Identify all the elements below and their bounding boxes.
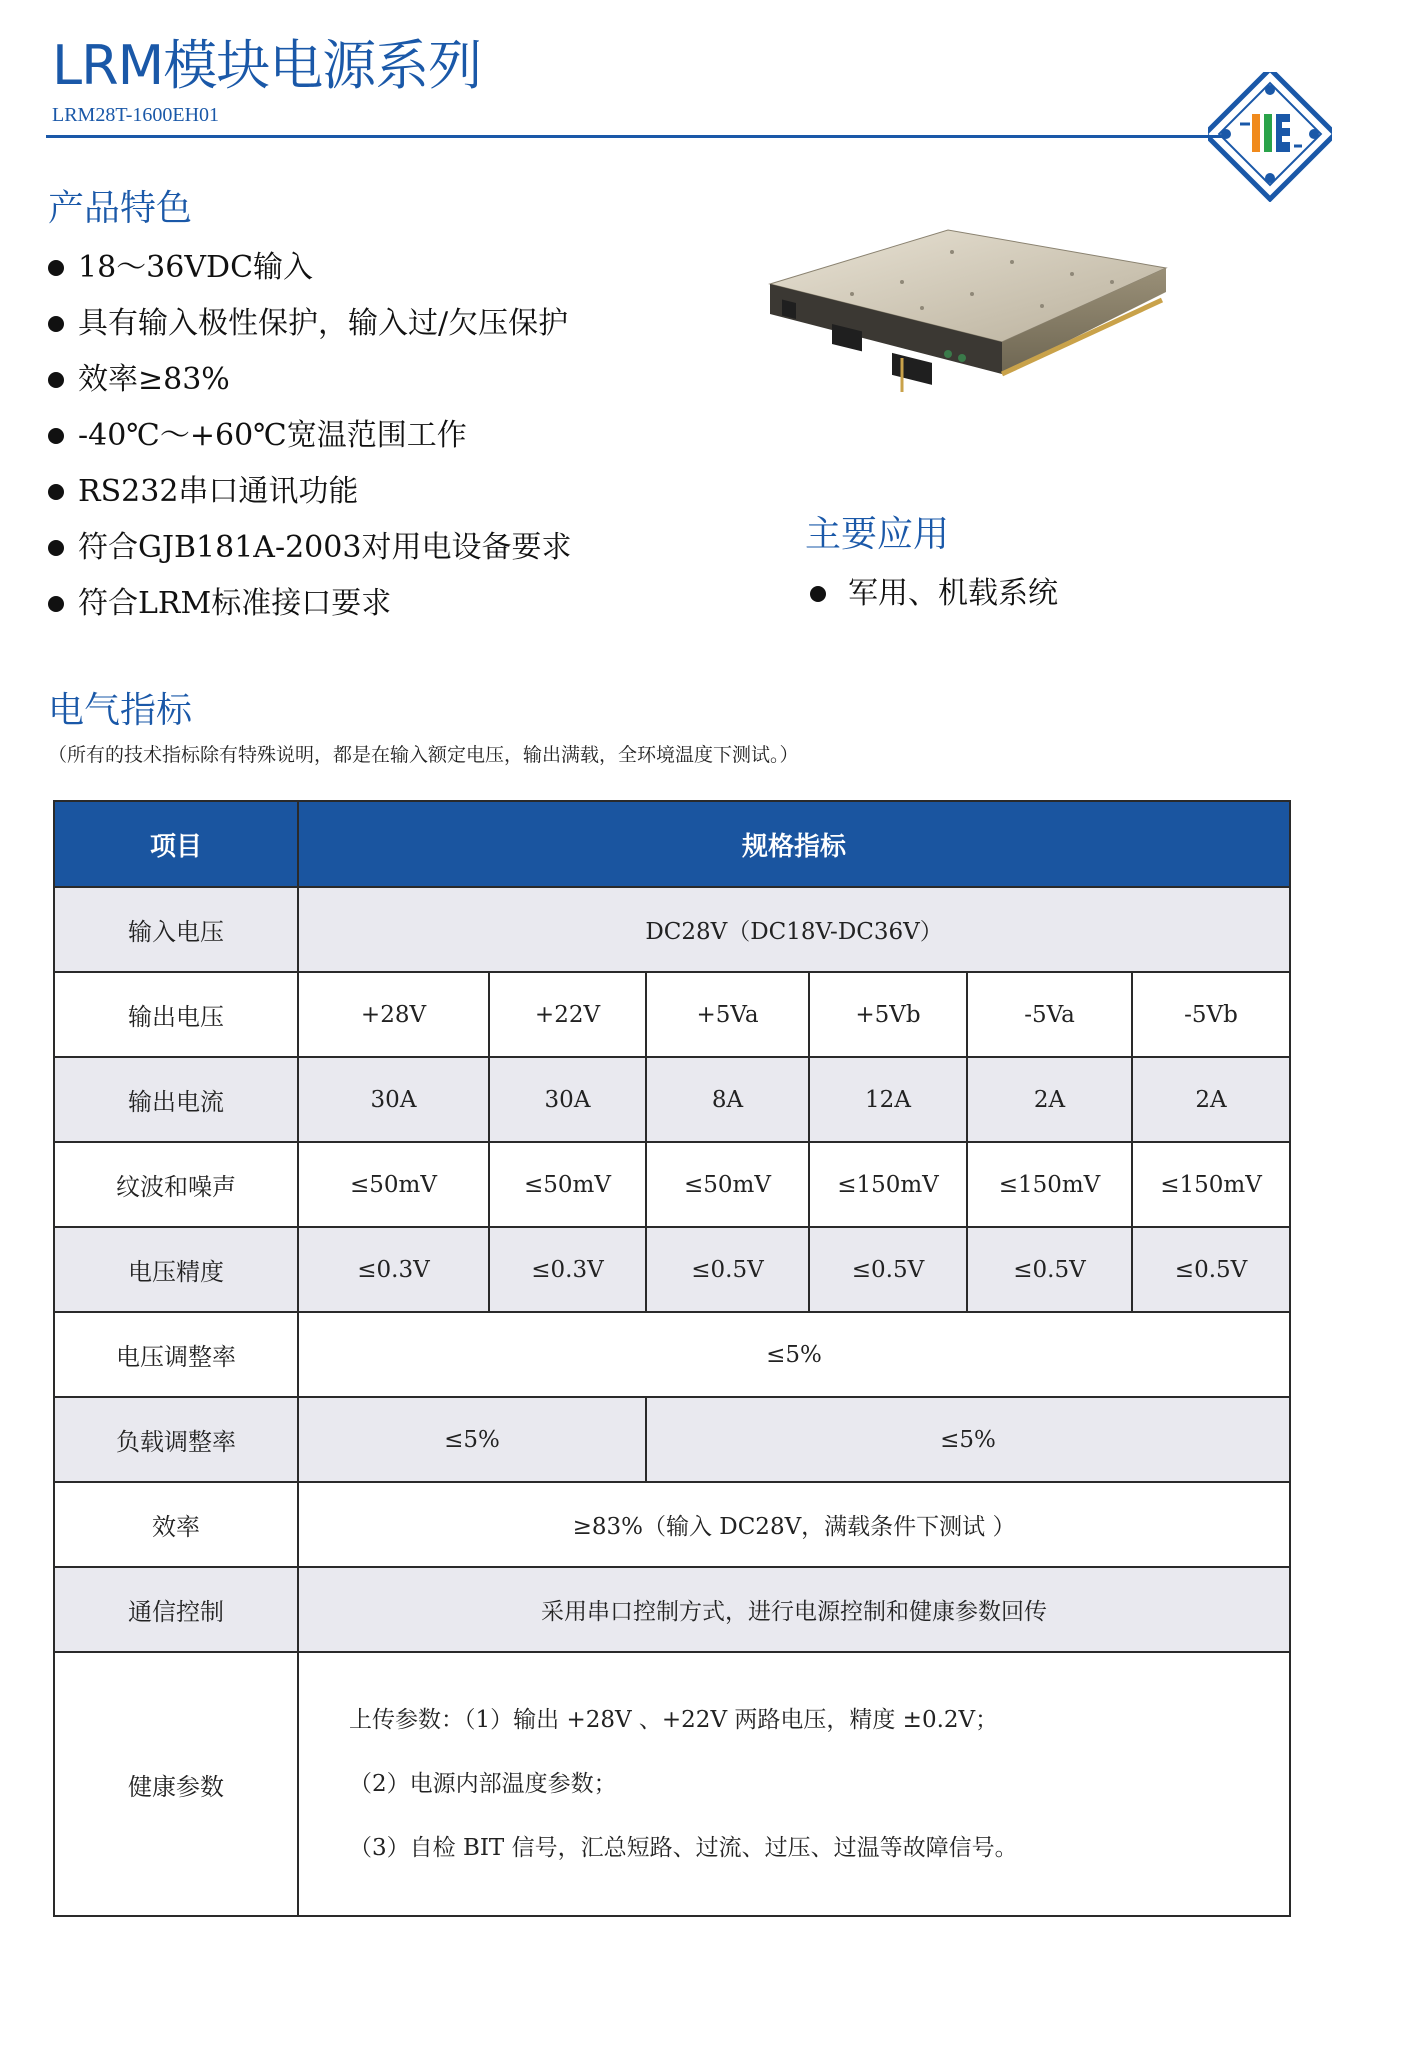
- feature-item: -40℃～+60℃宽温范围工作: [48, 408, 571, 464]
- cell-value: ≤5%: [298, 1312, 1290, 1397]
- cell-value: +5Vb: [809, 972, 967, 1057]
- page-title: LRM模块电源系列: [52, 34, 482, 97]
- table-row: [54, 1312, 1290, 1397]
- cell-value: ≤0.5V: [809, 1227, 967, 1312]
- bullet-icon: [48, 260, 64, 276]
- table-row: [54, 1652, 1290, 1916]
- applications-heading: 主要应用: [805, 514, 950, 555]
- test-condition-note: （所有的技术指标除有特殊说明，都是在输入额定电压，输出满载，全环境温度下测试。）: [48, 744, 799, 766]
- table-row: [54, 1397, 1290, 1482]
- bullet-icon: [48, 316, 64, 332]
- table-row: [54, 1142, 1290, 1227]
- cell-value: 采用串口控制方式，进行电源控制和健康参数回传: [298, 1567, 1290, 1652]
- bullet-icon: [48, 428, 64, 444]
- application-item: 军用、机载系统: [810, 566, 1058, 622]
- table-row: [54, 887, 1290, 972]
- row-label: 输出电压: [54, 972, 298, 1057]
- cell-value: ≤50mV: [646, 1142, 809, 1227]
- row-label: 输出电流: [54, 1057, 298, 1142]
- bullet-icon: [810, 586, 826, 602]
- cell-value: ≤0.3V: [298, 1227, 489, 1312]
- feature-item: RS232串口通讯功能: [48, 464, 571, 520]
- cell-value: 2A: [1132, 1057, 1290, 1142]
- feature-item: 效率≥83%: [48, 352, 571, 408]
- cell-value: DC28V（DC18V-DC36V）: [298, 887, 1290, 972]
- cell-value: ≤150mV: [967, 1142, 1132, 1227]
- features-heading: 产品特色: [48, 188, 193, 229]
- applications-list: [810, 566, 1058, 622]
- row-label: 通信控制: [54, 1567, 298, 1652]
- cell-value: -5Vb: [1132, 972, 1290, 1057]
- bullet-icon: [48, 540, 64, 556]
- cell-value: ≤5%: [646, 1397, 1290, 1482]
- company-logo: [1208, 72, 1332, 202]
- health-line: （2）电源内部温度参数；: [349, 1771, 617, 1797]
- cell-value: 2A: [967, 1057, 1132, 1142]
- health-line: （3）自检 BIT 信号，汇总短路、过流、过压、过温等故障信号。: [349, 1835, 1018, 1861]
- bullet-icon: [48, 484, 64, 500]
- cell-value: ≤150mV: [1132, 1142, 1290, 1227]
- cell-value: 12A: [809, 1057, 967, 1142]
- row-label: 输入电压: [54, 887, 298, 972]
- cell-value: ≤0.5V: [646, 1227, 809, 1312]
- features-list: [48, 240, 571, 632]
- cell-value: ≤0.3V: [489, 1227, 646, 1312]
- cell-value: ≤150mV: [809, 1142, 967, 1227]
- feature-item: 符合GJB181A-2003对用电设备要求: [48, 520, 571, 576]
- cell-value: +22V: [489, 972, 646, 1057]
- table-row: [54, 972, 1290, 1057]
- cell-value: ≤0.5V: [1132, 1227, 1290, 1312]
- row-label: 负载调整率: [54, 1397, 298, 1482]
- cell-value: ≤0.5V: [967, 1227, 1132, 1312]
- feature-item: 符合LRM标准接口要求: [48, 576, 571, 632]
- cell-value: +28V: [298, 972, 489, 1057]
- model-number: LRM28T-1600EH01: [52, 104, 220, 126]
- feature-item: 具有输入极性保护，输入过/欠压保护: [48, 296, 571, 352]
- row-label: 纹波和噪声: [54, 1142, 298, 1227]
- table-row: [54, 1567, 1290, 1652]
- table-row: [54, 1227, 1290, 1312]
- health-line: 上传参数：（1）输出 +28V 、+22V 两路电压，精度 ±0.2V；: [349, 1707, 999, 1733]
- cell-value: ≤5%: [298, 1397, 646, 1482]
- cell-value: ≤50mV: [298, 1142, 489, 1227]
- cell-value: -5Va: [967, 972, 1132, 1057]
- cell-value: +5Va: [646, 972, 809, 1057]
- row-label: 电压调整率: [54, 1312, 298, 1397]
- row-label: 健康参数: [54, 1652, 298, 1916]
- cell-value: ≥83%（输入 DC28V，满载条件下测试 ）: [298, 1482, 1290, 1567]
- product-image: [752, 222, 1172, 442]
- cell-value: [298, 1652, 1290, 1916]
- cell-value: 30A: [489, 1057, 646, 1142]
- table-header-row: [54, 801, 1290, 887]
- cell-value: 30A: [298, 1057, 489, 1142]
- row-label: 效率: [54, 1482, 298, 1567]
- spec-table: [53, 800, 1291, 1917]
- col-header-item: 项目: [54, 801, 298, 887]
- table-row: [54, 1482, 1290, 1567]
- bullet-icon: [48, 372, 64, 388]
- electrical-heading: 电气指标: [48, 690, 193, 731]
- row-label: 电压精度: [54, 1227, 298, 1312]
- cell-value: ≤50mV: [489, 1142, 646, 1227]
- feature-item: 18～36VDC输入: [48, 240, 571, 296]
- header-divider: [46, 135, 1226, 138]
- cell-value: 8A: [646, 1057, 809, 1142]
- col-header-spec: 规格指标: [298, 801, 1290, 887]
- table-row: [54, 1057, 1290, 1142]
- bullet-icon: [48, 596, 64, 612]
